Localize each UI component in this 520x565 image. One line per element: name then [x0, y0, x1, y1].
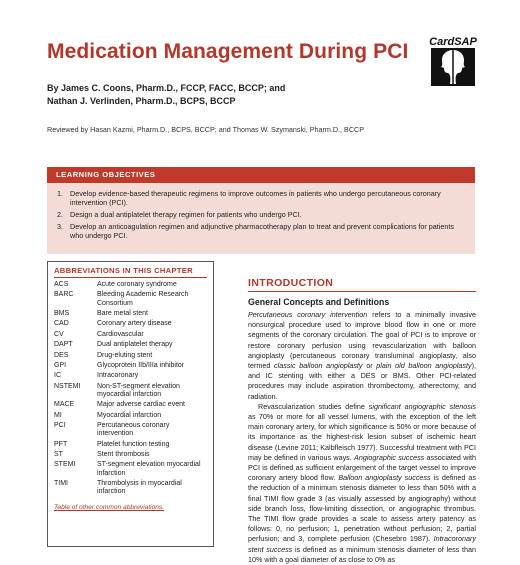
paragraph-text: is defined as the reduction of a minimum stenosis diameter to less than 50% with a final TIMI flow grade 3 (as visually assessed by angiography) without side branch loss, flow-limiting dissection, or angiographic thrombus. The TIMI flow grade provides a scale to assess artery patency as follows: 0, no perfusion; 1, penetration without perfusion; 2, partial perfusion; and 3, complete perfusion (Chesebro 1987). [248, 473, 476, 544]
cardsap-logo [428, 36, 478, 88]
section-heading: INTRODUCTION [248, 277, 476, 292]
emphasized-term: Balloon angioplasty success [338, 473, 431, 483]
objectives-list [47, 183, 475, 240]
paragraph-text: ), and IC stenting with either a DES or BMS. Other PCI-related procedures may include aspiration thrombectomy, atherectomy, and radiation. [248, 361, 476, 401]
abbreviation-row [54, 291, 207, 307]
abbreviation-row [54, 401, 207, 409]
abbreviation-term: IC [54, 372, 61, 380]
paragraph-text: Revascularization studies define [258, 401, 369, 411]
body-paragraph [248, 402, 476, 565]
abbreviation-row [54, 341, 207, 349]
abbreviation-row [54, 320, 207, 328]
abbreviation-definition: ST-segment elevation myocardial infarction [97, 461, 201, 477]
objective-item [57, 210, 467, 219]
abbreviation-definition: Myocardial infarction [97, 411, 162, 419]
objective-item [57, 189, 467, 207]
abbreviation-definition: Acute coronary syndrome [97, 281, 177, 288]
abbreviation-term: NSTEMI [54, 382, 81, 390]
abbreviation-term: BMS [54, 309, 70, 317]
abbreviation-definition: Percutaneous coronary intervention [97, 422, 170, 438]
abbreviation-term: MACE [54, 401, 75, 409]
objective-text: Design a dual antiplatelet therapy regimen for patients who undergo PCI. [70, 210, 302, 219]
abbreviation-row [54, 310, 207, 318]
learning-objectives-header: LEARNING OBJECTIVES [47, 167, 475, 183]
abbreviation-row [54, 362, 207, 370]
page-title: Medication Management During PCI [47, 40, 409, 63]
abbreviation-definition: Thrombolysis in myocardial infarction [97, 480, 182, 496]
abbreviation-definition: Drug-eluting stent [97, 351, 153, 359]
abbreviation-definition: Platelet function testing [97, 440, 170, 448]
abbreviation-term: MI [54, 411, 62, 419]
abbreviation-row [54, 372, 207, 380]
abbreviation-term: BARC [54, 291, 74, 299]
abbreviation-row [54, 352, 207, 360]
abbreviation-row [54, 281, 207, 289]
abbreviation-row [54, 441, 207, 449]
abbreviation-term: PFT [54, 440, 68, 448]
abbreviation-row [54, 383, 207, 399]
emphasized-term: classic balloon angioplasty [274, 361, 363, 371]
abbreviation-definition: Glycoprotein IIb/IIIa inhibitor [97, 361, 185, 369]
logo-text: CardSAP [429, 36, 477, 48]
introduction-section [248, 277, 476, 565]
objective-text: Develop an anticoagulation regimen and adjunctive pharmacotherapy plan to treat and prevent complications for patients who undergo PCI. [70, 222, 454, 240]
abbreviation-row [54, 480, 207, 496]
abbreviation-row [54, 461, 207, 477]
abbreviation-term: DAPT [54, 341, 73, 349]
abbreviation-term: CV [54, 330, 64, 338]
subheading: General Concepts and Definitions [248, 297, 390, 307]
abbreviation-row [54, 331, 207, 339]
objective-number: 2. [57, 210, 63, 219]
abbreviation-term: ACS [54, 281, 69, 288]
emphasized-term: significant angiographic stenosis [368, 401, 477, 411]
objective-number: 1. [57, 189, 63, 198]
author-line: Nathan J. Verlinden, Pharm.D., BCPS, BCCP [47, 96, 236, 106]
abbreviations-box [47, 261, 214, 547]
abbreviation-definition: Dual antiplatelet therapy [97, 341, 173, 349]
abbreviation-definition: Bare metal stent [97, 309, 148, 317]
abbreviation-definition: Cardiovascular [97, 330, 144, 338]
abbreviation-row [54, 422, 207, 438]
emphasized-term: Percutaneous coronary intervention [248, 310, 368, 319]
authors [47, 82, 417, 108]
abbreviation-row [54, 451, 207, 459]
objective-item [57, 222, 467, 240]
abbreviation-definition: Stent thrombosis [97, 451, 150, 459]
abbreviation-definition: Major adverse cardiac event [97, 401, 185, 409]
abbreviation-term: STEMI [54, 461, 76, 469]
abbreviation-term: TIMI [54, 480, 68, 488]
reviewers: Reviewed by Hasan Kazmi, Pharm.D., BCPS, BCCP; and Thomas W. Szymanski, Pharm.D., BCCP [47, 125, 365, 134]
abbreviation-term: CAD [54, 320, 69, 328]
abbreviation-row [54, 412, 207, 420]
abbreviation-definition: Coronary artery disease [97, 320, 172, 328]
paragraph-text: as 70% or more for all vessel lumens, with the exception of the left main coronary artery, for which significance is 50% or more because of its importance as the highest-risk lesion subset of ischemic heart disease (Levine 2011; Kalbfleisch 1977). Successful treatment with PCI may be defined in various ways. [248, 412, 476, 462]
abbreviation-term: DES [54, 351, 69, 359]
abbreviation-term: GPI [54, 361, 67, 369]
paragraph-text: refers to a minimally invasive nonsurgical procedure used to improve blood flow in one or more segments of the coronary circulation. The goal of PCI is to improve or restore coronary perfusion using revascularization with balloon angioplasty (percutaneous coronary transluminal angioplasty, also termed [248, 310, 476, 371]
abbreviation-definition: Intracoronary [97, 372, 139, 380]
objective-number: 3. [57, 222, 63, 231]
paragraph-text: or [362, 361, 377, 371]
emphasized-term: Angiographic success [354, 452, 425, 462]
learning-objectives-box [47, 167, 475, 254]
objective-text: Develop evidence-based therapeutic regimens to improve outcomes in patients who undergo percutaneous coronary intervention (PCI). [70, 189, 441, 207]
paragraph-text: is defined as a minimum stenosis diameter of less than 10% with a goal diameter of as close to 0% as [248, 544, 476, 564]
emphasized-term: plain old balloon angioplasty [376, 361, 472, 371]
abbreviation-definition: Non-ST-segment elevation myocardial infarction [97, 382, 180, 398]
paragraph-text: associated with PCI is defined as sufficient enlargement of the target vessel to improve coronary artery blood flow. [248, 452, 476, 483]
abbreviation-term: ST [54, 451, 63, 459]
abbreviations-table-link[interactable]: Table of other common abbreviations. [54, 504, 165, 512]
emphasized-term: Intracoronary stent success [248, 534, 476, 554]
author-line: By James C. Coons, Pharm.D., FCCP, FACC, BCCP; and [47, 83, 286, 93]
abbreviations-list [54, 281, 207, 496]
body-paragraph [248, 310, 476, 402]
abbreviations-title: ABBREVIATIONS IN THIS CHAPTER [54, 266, 207, 278]
abbreviation-term: PCI [54, 422, 66, 430]
abbreviation-definition: Bleeding Academic Research Consortium [97, 291, 189, 307]
